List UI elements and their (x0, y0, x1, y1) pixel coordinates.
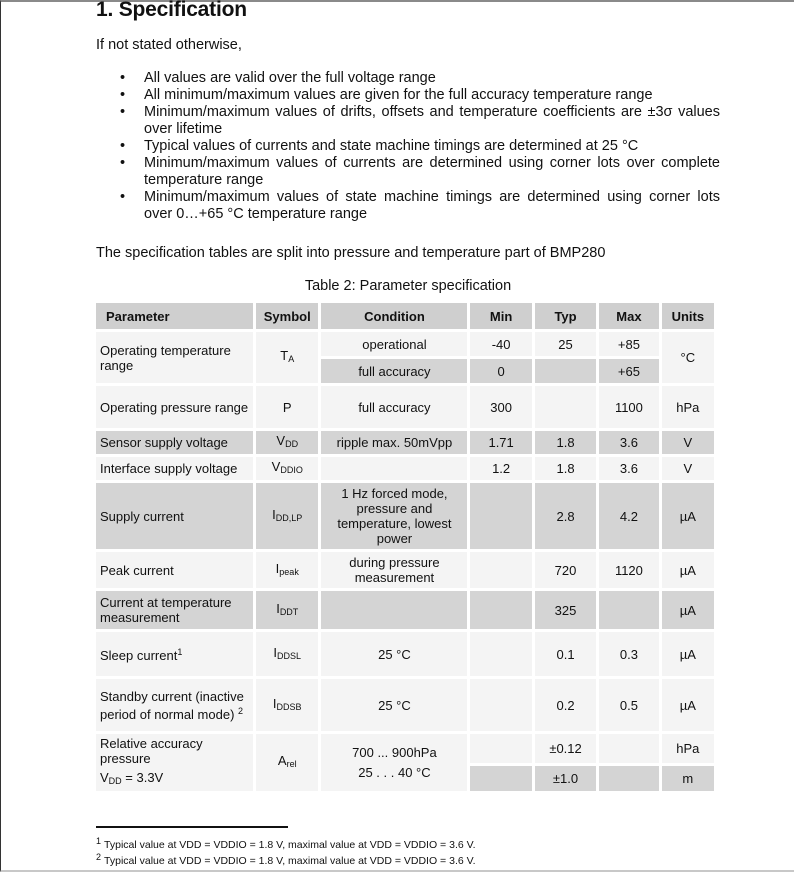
cell-symbol (256, 552, 318, 588)
cell-min (470, 483, 531, 549)
cell-max (599, 766, 658, 791)
table-row (96, 483, 714, 549)
cell-max (599, 591, 658, 629)
header-units: Units (662, 303, 714, 329)
cell-typ: ±1.0 (535, 766, 596, 791)
footnote-ref: 1 (177, 647, 183, 657)
cell-condition: during pressure measurement (321, 552, 467, 588)
table-row (96, 386, 714, 428)
symbol-base: V (271, 459, 281, 474)
cell-symbol (256, 386, 318, 428)
cell-units: µA (662, 552, 714, 588)
cell-symbol (256, 332, 318, 383)
cell-condition (321, 591, 467, 629)
table-row (96, 591, 714, 629)
cell-condition: ripple max. 50mVpp (321, 431, 467, 454)
header-typ: Typ (535, 303, 596, 329)
cell-parameter (96, 734, 253, 791)
symbol-base: T (280, 348, 289, 363)
parameter-text: Relative accuracy pressure (100, 736, 203, 766)
header-min: Min (470, 303, 531, 329)
cell-units: hPa (662, 386, 714, 428)
cell-condition: 1 Hz forced mode, pressure and temperature, lowest power (321, 483, 467, 549)
cell-symbol (256, 483, 318, 549)
header-parameter: Parameter (96, 303, 253, 329)
footnote-mark: 1 (96, 836, 102, 846)
cell-max: +65 (599, 359, 658, 383)
cell-max (599, 734, 658, 763)
footnote-mark: 2 (96, 852, 102, 862)
cell-symbol (256, 632, 318, 676)
cell-min (470, 552, 531, 588)
cell-min (470, 632, 531, 676)
cell-condition (321, 457, 467, 480)
cell-symbol (256, 591, 318, 629)
note-base: V (100, 770, 109, 785)
footnote-text: Typical value at VDD = VDDIO = 1.8 V, maximal value at VDD = VDDIO = 3.6 V. (104, 839, 476, 851)
cell-units: µA (662, 632, 714, 676)
cell-typ: 2.8 (535, 483, 596, 549)
cell-parameter (96, 632, 253, 676)
cell-min (470, 734, 531, 763)
cell-max: 1120 (599, 552, 658, 588)
list-item: • Typical values of currents and state machine timings are determined at 25 °C (144, 138, 720, 155)
header-condition: Condition (321, 303, 467, 329)
cell-parameter: Peak current (96, 552, 253, 588)
footnote (96, 836, 476, 851)
list-item: • Minimum/maximum values of currents are determined using corner lots over complete temperature range (144, 155, 720, 189)
cell-units: µA (662, 483, 714, 549)
note-rest: = 3.3V (121, 770, 164, 785)
cell-parameter: Operating pressure range (96, 386, 253, 428)
symbol-sub: DDT (279, 606, 299, 617)
cell-max: 3.6 (599, 431, 658, 454)
cell-parameter: Supply current (96, 483, 253, 549)
footnote-divider (96, 826, 288, 828)
parameter-text: Standby current (inactive period of normal mode) (100, 688, 244, 722)
condition-line: 700 ... 900hPa (352, 744, 437, 760)
cell-symbol (256, 457, 318, 480)
cell-condition: 25 °C (321, 632, 467, 676)
cell-min: -40 (470, 332, 531, 356)
cell-parameter (96, 679, 253, 731)
table-caption: Table 2: Parameter specification (304, 278, 512, 294)
cell-condition: full accuracy (321, 386, 467, 428)
cell-max: +85 (599, 332, 658, 356)
cell-condition: operational (321, 332, 467, 356)
cell-typ (535, 386, 596, 428)
cell-max: 0.5 (599, 679, 658, 731)
header-symbol: Symbol (256, 303, 318, 329)
cell-typ: 1.8 (535, 457, 596, 480)
list-item: • All minimum/maximum values are given for the full accuracy temperature range (144, 87, 720, 104)
cell-units: µA (662, 679, 714, 731)
symbol-base: V (276, 433, 286, 448)
cell-units: µA (662, 591, 714, 629)
symbol-base: I (272, 506, 276, 522)
cell-condition (321, 734, 467, 791)
symbol-sub: DD,LP (275, 512, 303, 523)
intro-text: If not stated otherwise, (96, 37, 242, 53)
cell-min: 0 (470, 359, 531, 383)
cell-max: 3.6 (599, 457, 658, 480)
symbol-base: P (282, 399, 292, 415)
cell-units: V (662, 431, 714, 454)
footnote (96, 852, 476, 867)
cell-parameter: Operating temperature range (96, 332, 253, 383)
table-header-row (96, 303, 714, 329)
symbol-base: I (273, 644, 278, 660)
symbol-sub: A (288, 354, 295, 364)
table-row (96, 457, 714, 480)
list-item: • Minimum/maximum values of state machine timings are determined using corner lots over 0…+65 °C temperature range (144, 189, 720, 223)
cell-min (470, 591, 531, 629)
cell-parameter: Interface supply voltage (96, 457, 253, 480)
parameter-note (100, 770, 249, 789)
cell-min: 1.2 (470, 457, 531, 480)
symbol-sub: DDSB (276, 701, 302, 712)
cell-units: °C (662, 332, 714, 383)
cell-max: 0.3 (599, 632, 658, 676)
table-row (96, 679, 714, 731)
cell-parameter: Sensor supply voltage (96, 431, 253, 454)
condition-line: 25 . . . 40 °C (358, 764, 431, 780)
symbol-sub: DD (285, 439, 299, 449)
cell-parameter: Current at temperature measurement (96, 591, 253, 629)
note-sub: DD (108, 776, 122, 786)
conditions-list (96, 70, 720, 223)
cell-min (470, 679, 531, 731)
cell-typ: 1.8 (535, 431, 596, 454)
cell-typ: 0.1 (535, 632, 596, 676)
footnote-text: Typical value at VDD = VDDIO = 1.8 V, maximal value at VDD = VDDIO = 3.6 V. (104, 855, 476, 867)
cell-min: 300 (470, 386, 531, 428)
parameter-spec-table (93, 300, 717, 794)
cell-typ: 25 (535, 332, 596, 356)
cell-symbol (256, 431, 318, 454)
cell-units: m (662, 766, 714, 791)
cell-max: 1100 (599, 386, 658, 428)
symbol-base: I (276, 600, 280, 616)
cell-typ (535, 359, 596, 383)
cell-symbol (256, 679, 318, 731)
cell-condition: full accuracy (321, 359, 467, 383)
table-row (96, 552, 714, 588)
cell-min (470, 766, 531, 791)
list-item: • All values are valid over the full voltage range (144, 70, 720, 87)
cell-typ: 0.2 (535, 679, 596, 731)
footnote-ref: 2 (238, 705, 244, 716)
header-max: Max (599, 303, 658, 329)
table-row (96, 332, 714, 356)
symbol-base: A (277, 753, 287, 768)
symbol-sub: rel (286, 759, 297, 769)
cell-symbol (256, 734, 318, 791)
cell-typ: 720 (535, 552, 596, 588)
symbol-sub: DDSL (277, 650, 302, 661)
section-heading: 1. Specification (96, 0, 247, 21)
symbol-sub: DDIO (280, 465, 303, 475)
table-row (96, 431, 714, 454)
symbol-base: I (272, 695, 277, 711)
cell-units: hPa (662, 734, 714, 763)
split-note: The specification tables are split into pressure and temperature part of BMP280 (96, 245, 606, 261)
table-row (96, 632, 714, 676)
symbol-base: I (275, 560, 280, 576)
table-row (96, 734, 714, 763)
parameter-text: Sleep current (100, 648, 178, 663)
cell-units: V (662, 457, 714, 480)
cell-max: 4.2 (599, 483, 658, 549)
cell-min: 1.71 (470, 431, 531, 454)
cell-condition: 25 °C (321, 679, 467, 731)
list-item: • Minimum/maximum values of drifts, offsets and temperature coefficients are ±3σ values over lifetime (144, 104, 720, 138)
cell-typ: 325 (535, 591, 596, 629)
cell-typ: ±0.12 (535, 734, 596, 763)
symbol-sub: peak (279, 566, 299, 577)
